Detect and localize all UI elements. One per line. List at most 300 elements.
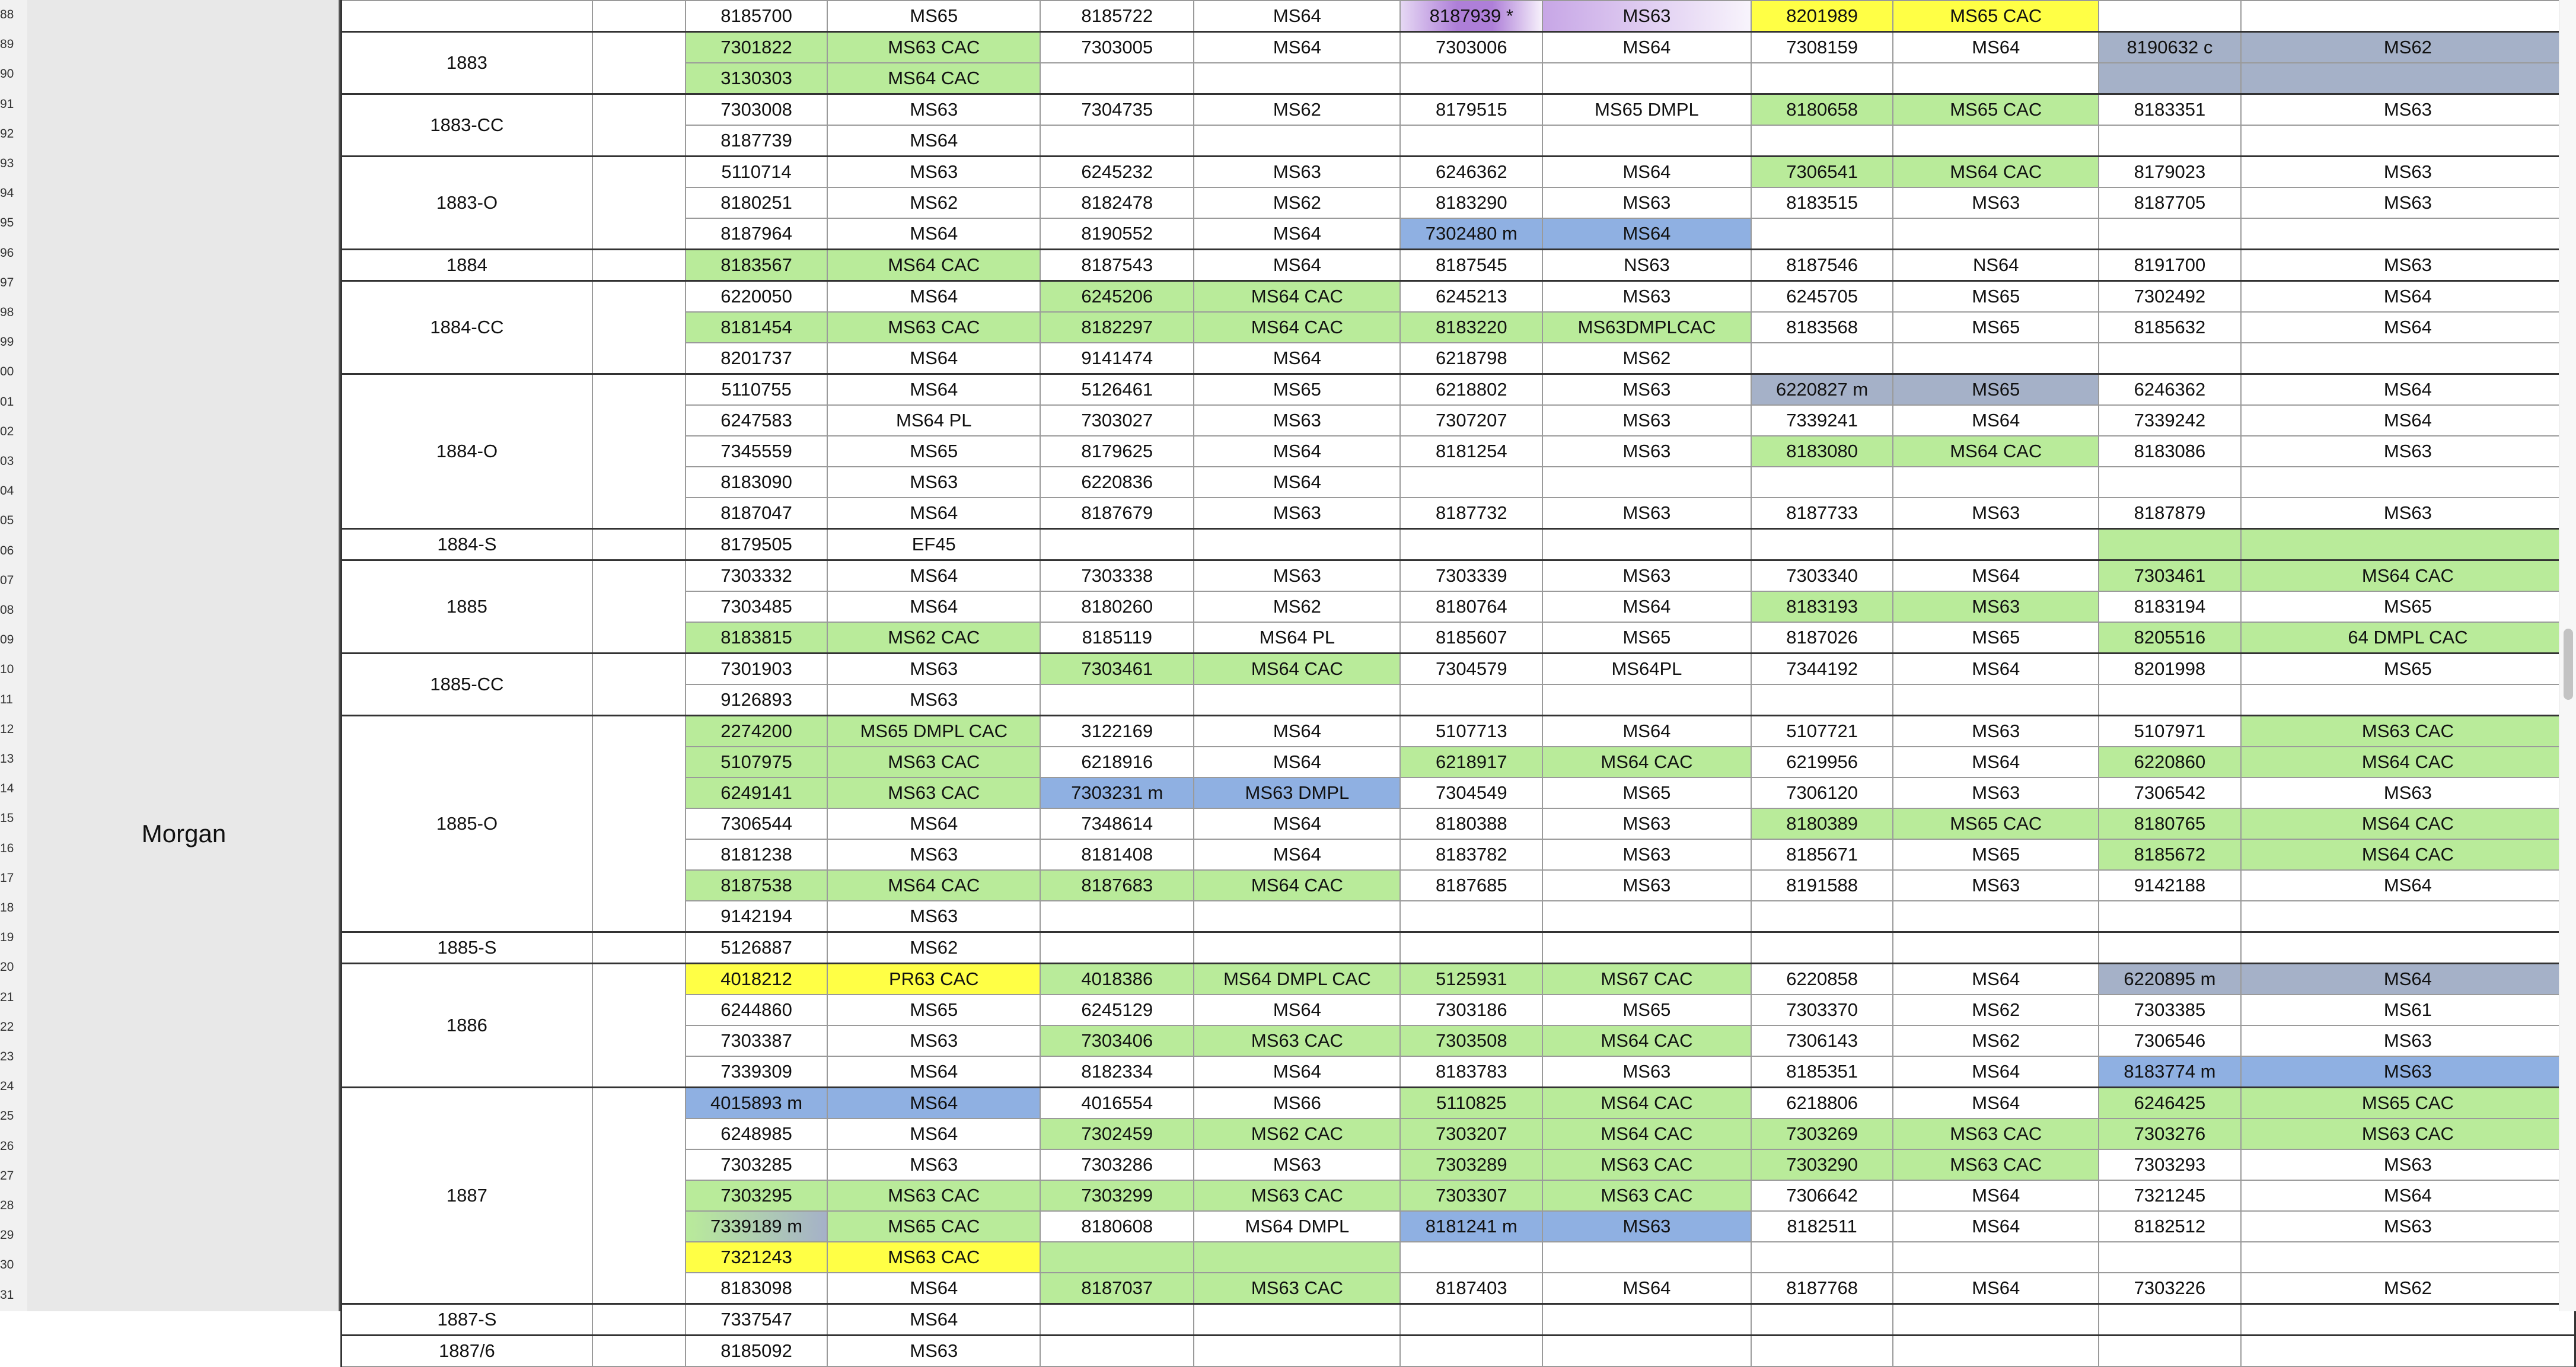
blank-cell[interactable] xyxy=(592,157,686,250)
grade-cell[interactable]: MS63 CAC xyxy=(1194,1025,1400,1056)
cert-number-cell[interactable]: 9142194 xyxy=(686,901,828,932)
grade-cell[interactable] xyxy=(1893,343,2099,374)
grade-cell[interactable]: MS64 xyxy=(1542,32,1751,63)
cert-number-cell[interactable]: 6218916 xyxy=(1040,747,1194,777)
grade-cell[interactable] xyxy=(2241,343,2575,374)
row-number[interactable]: 07 xyxy=(0,573,14,587)
grade-cell[interactable]: MS64 xyxy=(827,498,1040,529)
grade-cell[interactable]: MS64 xyxy=(827,1056,1040,1088)
grade-cell[interactable]: MS64 xyxy=(1194,1056,1400,1088)
blank-cell[interactable] xyxy=(592,32,686,94)
cert-number-cell[interactable]: 8187683 xyxy=(1040,870,1194,901)
cert-number-cell[interactable]: 8185671 xyxy=(1751,839,1893,870)
cert-number-cell[interactable]: 7303461 xyxy=(2099,560,2241,592)
grade-cell[interactable]: MS63 xyxy=(827,901,1040,932)
cert-number-cell[interactable] xyxy=(1040,901,1194,932)
cert-number-cell[interactable]: 6220836 xyxy=(1040,467,1194,498)
grade-cell[interactable]: MS65 CAC xyxy=(1893,94,2099,126)
cert-number-cell[interactable]: 6246362 xyxy=(2099,374,2241,406)
cert-number-cell[interactable]: 8191700 xyxy=(2099,250,2241,281)
grade-cell[interactable] xyxy=(1893,63,2099,94)
row-number[interactable]: 06 xyxy=(0,543,14,557)
grade-cell[interactable] xyxy=(1893,529,2099,560)
grade-cell[interactable]: EF45 xyxy=(827,529,1040,560)
grade-cell[interactable]: MS63 xyxy=(1194,560,1400,592)
cert-number-cell[interactable]: 5125931 xyxy=(1400,964,1542,995)
blank-cell[interactable] xyxy=(592,964,686,1088)
cert-number-cell[interactable]: 5126461 xyxy=(1040,374,1194,406)
grade-cell[interactable]: MS64 CAC xyxy=(2241,560,2575,592)
cert-number-cell[interactable] xyxy=(1400,1336,1542,1367)
grade-cell[interactable]: MS62 xyxy=(2241,32,2575,63)
cert-number-cell[interactable]: 6220860 xyxy=(2099,747,2241,777)
row-number[interactable]: 31 xyxy=(0,1288,14,1302)
grade-cell[interactable]: MS63 xyxy=(2241,1025,2575,1056)
grade-cell[interactable]: MS64 CAC xyxy=(2241,839,2575,870)
cert-number-cell[interactable]: 8187964 xyxy=(686,218,828,250)
cert-number-cell[interactable]: 7303226 xyxy=(2099,1273,2241,1304)
grade-cell[interactable] xyxy=(1542,467,1751,498)
grade-cell[interactable]: MS64 xyxy=(1194,32,1400,63)
cert-number-cell[interactable] xyxy=(1400,901,1542,932)
grade-cell[interactable] xyxy=(1893,1242,2099,1273)
cert-number-cell[interactable]: 2274200 xyxy=(686,716,828,747)
grade-cell[interactable]: MS62 CAC xyxy=(827,622,1040,654)
grade-cell[interactable]: MS65 DMPL CAC xyxy=(827,716,1040,747)
cert-number-cell[interactable]: 8185607 xyxy=(1400,622,1542,654)
blank-cell[interactable] xyxy=(592,1088,686,1304)
year-cell[interactable]: 1884-O xyxy=(342,374,592,529)
cert-number-cell[interactable]: 8181408 xyxy=(1040,839,1194,870)
row-number[interactable]: 89 xyxy=(0,37,14,52)
grade-cell[interactable]: 64 DMPL CAC xyxy=(2241,622,2575,654)
grade-cell[interactable]: MS64 CAC xyxy=(2241,808,2575,839)
grade-cell[interactable]: MS64 xyxy=(2241,870,2575,901)
cert-number-cell[interactable]: 7303338 xyxy=(1040,560,1194,592)
blank-cell[interactable] xyxy=(592,560,686,654)
row-number[interactable]: 02 xyxy=(0,424,14,438)
grade-cell[interactable]: MS64 PL xyxy=(827,405,1040,436)
row-number[interactable]: 24 xyxy=(0,1079,14,1094)
blank-cell[interactable] xyxy=(592,529,686,560)
cert-number-cell[interactable]: 7303387 xyxy=(686,1025,828,1056)
grade-cell[interactable]: MS62 xyxy=(1893,1025,2099,1056)
grade-cell[interactable] xyxy=(2241,901,2575,932)
row-number[interactable]: 97 xyxy=(0,275,14,289)
grade-cell[interactable]: MS64 xyxy=(1194,716,1400,747)
cert-number-cell[interactable]: 6220858 xyxy=(1751,964,1893,995)
cert-number-cell[interactable]: 8187047 xyxy=(686,498,828,529)
grade-cell[interactable] xyxy=(2241,63,2575,94)
year-cell[interactable]: 1884-CC xyxy=(342,281,592,374)
grade-cell[interactable]: MS63 xyxy=(1893,716,2099,747)
cert-number-cell[interactable]: 8183515 xyxy=(1751,187,1893,218)
cert-number-cell[interactable] xyxy=(1400,63,1542,94)
cert-number-cell[interactable] xyxy=(1400,1242,1542,1273)
cert-number-cell[interactable] xyxy=(1751,684,1893,716)
grade-cell[interactable]: MS63 xyxy=(1542,1211,1751,1242)
cert-number-cell[interactable]: 8187939 * xyxy=(1400,1,1542,32)
grade-cell[interactable]: MS65 xyxy=(1893,622,2099,654)
grade-cell[interactable]: MS65 xyxy=(1542,777,1751,808)
cert-number-cell[interactable]: 4018386 xyxy=(1040,964,1194,995)
row-number[interactable]: 90 xyxy=(0,67,14,81)
cert-number-cell[interactable]: 8183086 xyxy=(2099,436,2241,467)
grade-cell[interactable]: MS63 CAC xyxy=(1194,1180,1400,1211)
grade-cell[interactable] xyxy=(2241,1,2575,32)
cert-number-cell[interactable]: 3122169 xyxy=(1040,716,1194,747)
grade-cell[interactable] xyxy=(1542,684,1751,716)
cert-number-cell[interactable]: 7303207 xyxy=(1400,1119,1542,1149)
grade-cell[interactable]: MS64 xyxy=(1194,467,1400,498)
row-number[interactable]: 13 xyxy=(0,752,14,766)
grade-cell[interactable]: MS64 xyxy=(1893,1088,2099,1119)
cert-number-cell[interactable]: 6249141 xyxy=(686,777,828,808)
cert-number-cell[interactable]: 8183098 xyxy=(686,1273,828,1304)
cert-number-cell[interactable]: 8201737 xyxy=(686,343,828,374)
cert-number-cell[interactable]: 6245705 xyxy=(1751,281,1893,313)
cert-number-cell[interactable]: 7301822 xyxy=(686,32,828,63)
cert-number-cell[interactable]: 6218802 xyxy=(1400,374,1542,406)
grade-cell[interactable]: MS64 xyxy=(1893,964,2099,995)
grade-cell[interactable]: MS64 xyxy=(827,125,1040,157)
grade-cell[interactable]: MS63 xyxy=(1542,405,1751,436)
grade-cell[interactable]: MS62 CAC xyxy=(1194,1119,1400,1149)
grade-cell[interactable]: MS62 xyxy=(1542,343,1751,374)
cert-number-cell[interactable] xyxy=(1400,684,1542,716)
grade-cell[interactable]: MS67 CAC xyxy=(1542,964,1751,995)
cert-number-cell[interactable]: 8185351 xyxy=(1751,1056,1893,1088)
grade-cell[interactable] xyxy=(1893,467,2099,498)
grade-cell[interactable]: MS63 CAC xyxy=(1893,1149,2099,1180)
scrollbar-thumb[interactable] xyxy=(2564,629,2573,700)
grade-cell[interactable]: MS63 xyxy=(1542,436,1751,467)
cert-number-cell[interactable]: 8183782 xyxy=(1400,839,1542,870)
cert-number-cell[interactable] xyxy=(1040,63,1194,94)
grade-cell[interactable]: MS63 xyxy=(2241,777,2575,808)
row-number[interactable]: 99 xyxy=(0,335,14,349)
cert-number-cell[interactable]: 5107975 xyxy=(686,747,828,777)
grade-cell[interactable]: MS64 xyxy=(827,1119,1040,1149)
grade-cell[interactable] xyxy=(1194,932,1400,964)
cert-number-cell[interactable]: 4016554 xyxy=(1040,1088,1194,1119)
grade-cell[interactable] xyxy=(1893,1336,2099,1367)
cert-number-cell[interactable]: 7321245 xyxy=(2099,1180,2241,1211)
cert-number-cell[interactable]: 9141474 xyxy=(1040,343,1194,374)
cert-number-cell[interactable]: 8182512 xyxy=(2099,1211,2241,1242)
grade-cell[interactable]: MS65 xyxy=(1194,374,1400,406)
grade-cell[interactable]: MS65 xyxy=(827,995,1040,1025)
cert-number-cell[interactable]: 9142188 xyxy=(2099,870,2241,901)
cert-number-cell[interactable]: 8185700 xyxy=(686,1,828,32)
row-number[interactable]: 16 xyxy=(0,841,14,855)
year-cell[interactable]: 1885-S xyxy=(342,932,592,964)
grade-cell[interactable]: MS63 xyxy=(1893,498,2099,529)
grade-cell[interactable]: MS63 CAC xyxy=(827,1180,1040,1211)
grade-cell[interactable]: MS64 xyxy=(827,1304,1040,1336)
cert-number-cell[interactable]: 5107971 xyxy=(2099,716,2241,747)
cert-number-cell[interactable]: 8180251 xyxy=(686,187,828,218)
grade-cell[interactable]: MS64 DMPL xyxy=(1194,1211,1400,1242)
cert-number-cell[interactable]: 8183080 xyxy=(1751,436,1893,467)
cert-number-cell[interactable]: 6245129 xyxy=(1040,995,1194,1025)
grade-cell[interactable]: MS65 CAC xyxy=(1893,1,2099,32)
cert-number-cell[interactable]: 6245232 xyxy=(1040,157,1194,188)
row-number[interactable]: 27 xyxy=(0,1168,14,1183)
cert-number-cell[interactable] xyxy=(2099,218,2241,250)
grade-cell[interactable] xyxy=(1194,1304,1400,1336)
grade-cell[interactable]: MS63 xyxy=(1542,498,1751,529)
grade-cell[interactable] xyxy=(1542,1242,1751,1273)
cert-number-cell[interactable]: 8180658 xyxy=(1751,94,1893,126)
row-number[interactable]: 95 xyxy=(0,216,14,230)
row-number[interactable]: 17 xyxy=(0,871,14,885)
cert-number-cell[interactable]: 8190552 xyxy=(1040,218,1194,250)
cert-number-cell[interactable]: 7345559 xyxy=(686,436,828,467)
grade-cell[interactable]: MS63 DMPL xyxy=(1194,777,1400,808)
grade-cell[interactable]: MS66 xyxy=(1194,1088,1400,1119)
cert-number-cell[interactable]: 8187543 xyxy=(1040,250,1194,281)
cert-number-cell[interactable] xyxy=(1751,932,1893,964)
cert-number-cell[interactable]: 7306546 xyxy=(2099,1025,2241,1056)
cert-number-cell[interactable] xyxy=(2099,125,2241,157)
cert-number-cell[interactable]: 8181241 m xyxy=(1400,1211,1542,1242)
grade-cell[interactable] xyxy=(1194,125,1400,157)
year-cell[interactable]: 1883-CC xyxy=(342,94,592,157)
year-cell[interactable]: 1887-S xyxy=(342,1304,592,1336)
grade-cell[interactable]: MS62 xyxy=(1194,591,1400,622)
cert-number-cell[interactable] xyxy=(2099,343,2241,374)
grade-cell[interactable]: MS62 xyxy=(827,187,1040,218)
grade-cell[interactable]: MS64 CAC xyxy=(1194,312,1400,343)
blank-cell[interactable] xyxy=(592,94,686,157)
cert-number-cell[interactable]: 6218917 xyxy=(1400,747,1542,777)
blank-cell[interactable] xyxy=(592,1304,686,1336)
cert-number-cell[interactable]: 8183193 xyxy=(1751,591,1893,622)
grade-cell[interactable]: MS65 CAC xyxy=(827,1211,1040,1242)
row-number[interactable]: 22 xyxy=(0,1019,14,1034)
grade-cell[interactable]: NS64 xyxy=(1893,250,2099,281)
year-cell[interactable]: 1883-O xyxy=(342,157,592,250)
cert-number-cell[interactable]: 7303286 xyxy=(1040,1149,1194,1180)
cert-number-cell[interactable]: 7339189 m xyxy=(686,1211,828,1242)
cert-number-cell[interactable]: 8201998 xyxy=(2099,654,2241,685)
grade-cell[interactable] xyxy=(2241,125,2575,157)
cert-number-cell[interactable] xyxy=(2099,529,2241,560)
cert-number-cell[interactable]: 8183783 xyxy=(1400,1056,1542,1088)
grade-cell[interactable]: MS64 xyxy=(1893,560,2099,592)
column-a-merged-cell[interactable] xyxy=(27,0,340,1311)
cert-number-cell[interactable]: 8183567 xyxy=(686,250,828,281)
cert-number-cell[interactable]: 8183774 m xyxy=(2099,1056,2241,1088)
grade-cell[interactable]: NS63 xyxy=(1542,250,1751,281)
year-cell[interactable] xyxy=(342,1,592,32)
cert-number-cell[interactable]: 8187732 xyxy=(1400,498,1542,529)
cert-number-cell[interactable]: 5126887 xyxy=(686,932,828,964)
year-cell[interactable]: 1883 xyxy=(342,32,592,94)
cert-number-cell[interactable]: 8182297 xyxy=(1040,312,1194,343)
row-number[interactable]: 29 xyxy=(0,1228,14,1242)
row-number[interactable]: 18 xyxy=(0,901,14,914)
grade-cell[interactable]: MS65 CAC xyxy=(2241,1088,2575,1119)
grade-cell[interactable]: MS64 xyxy=(827,808,1040,839)
grade-cell[interactable]: MS63 xyxy=(1542,187,1751,218)
grade-cell[interactable] xyxy=(1194,529,1400,560)
cert-number-cell[interactable]: 8182478 xyxy=(1040,187,1194,218)
grade-cell[interactable]: MS64 CAC xyxy=(1194,870,1400,901)
cert-number-cell[interactable]: 8180764 xyxy=(1400,591,1542,622)
cert-number-cell[interactable]: 7308159 xyxy=(1751,32,1893,63)
cert-number-cell[interactable]: 7303231 m xyxy=(1040,777,1194,808)
cert-number-cell[interactable]: 7303276 xyxy=(2099,1119,2241,1149)
grade-cell[interactable]: MS64 CAC xyxy=(1893,157,2099,188)
cert-number-cell[interactable]: 7339241 xyxy=(1751,405,1893,436)
grade-cell[interactable]: MS63 xyxy=(2241,1056,2575,1088)
grade-cell[interactable]: MS64 xyxy=(2241,312,2575,343)
grade-cell[interactable]: MS65 xyxy=(2241,591,2575,622)
cert-number-cell[interactable]: 8179505 xyxy=(686,529,828,560)
cert-number-cell[interactable]: 7306542 xyxy=(2099,777,2241,808)
grade-cell[interactable]: MS63 xyxy=(1194,498,1400,529)
cert-number-cell[interactable]: 6219956 xyxy=(1751,747,1893,777)
grade-cell[interactable]: MS65 xyxy=(827,436,1040,467)
cert-number-cell[interactable] xyxy=(1751,901,1893,932)
cert-number-cell[interactable]: 8185722 xyxy=(1040,1,1194,32)
blank-cell[interactable] xyxy=(592,932,686,964)
cert-number-cell[interactable]: 8187733 xyxy=(1751,498,1893,529)
grade-cell[interactable] xyxy=(1893,1304,2099,1336)
cert-number-cell[interactable]: 7303186 xyxy=(1400,995,1542,1025)
cert-number-cell[interactable] xyxy=(1751,218,1893,250)
cert-number-cell[interactable]: 8187879 xyxy=(2099,498,2241,529)
cert-number-cell[interactable]: 7303005 xyxy=(1040,32,1194,63)
cert-number-cell[interactable] xyxy=(1400,1304,1542,1336)
row-number[interactable]: 25 xyxy=(0,1109,14,1123)
cert-number-cell[interactable]: 7321243 xyxy=(686,1242,828,1273)
grade-cell[interactable] xyxy=(1194,1336,1400,1367)
cert-number-cell[interactable]: 8187026 xyxy=(1751,622,1893,654)
grade-cell[interactable]: MS63 xyxy=(2241,157,2575,188)
cert-number-cell[interactable]: 6220050 xyxy=(686,281,828,313)
grade-cell[interactable]: MS64 xyxy=(1893,1180,2099,1211)
cert-number-cell[interactable] xyxy=(2099,1,2241,32)
cert-number-cell[interactable]: 7306143 xyxy=(1751,1025,1893,1056)
grade-cell[interactable] xyxy=(1542,125,1751,157)
grade-cell[interactable] xyxy=(1542,1304,1751,1336)
grade-cell[interactable] xyxy=(1542,932,1751,964)
grade-cell[interactable]: MS64 xyxy=(1194,808,1400,839)
grade-cell[interactable] xyxy=(1542,901,1751,932)
row-number[interactable]: 23 xyxy=(0,1050,14,1063)
cert-number-cell[interactable]: 8191588 xyxy=(1751,870,1893,901)
grade-cell[interactable] xyxy=(1893,901,2099,932)
grade-cell[interactable]: MS64 xyxy=(827,1088,1040,1119)
grade-cell[interactable] xyxy=(1542,529,1751,560)
grade-cell[interactable]: MS63DMPLCAC xyxy=(1542,312,1751,343)
year-cell[interactable]: 1887 xyxy=(342,1088,592,1304)
grade-cell[interactable]: MS62 xyxy=(1194,94,1400,126)
cert-number-cell[interactable]: 7303027 xyxy=(1040,405,1194,436)
cert-number-cell[interactable]: 8181254 xyxy=(1400,436,1542,467)
cert-number-cell[interactable]: 8183194 xyxy=(2099,591,2241,622)
row-number[interactable]: 05 xyxy=(0,514,14,528)
year-cell[interactable]: 1887/6 xyxy=(342,1336,592,1367)
grade-cell[interactable]: MS64 xyxy=(827,591,1040,622)
blank-cell[interactable] xyxy=(592,1336,686,1367)
cert-number-cell[interactable]: 7339242 xyxy=(2099,405,2241,436)
grade-cell[interactable]: MS63 xyxy=(1542,1,1751,32)
grade-cell[interactable] xyxy=(1893,125,2099,157)
grade-cell[interactable]: MS65 CAC xyxy=(1893,808,2099,839)
grade-cell[interactable]: MS64 xyxy=(2241,374,2575,406)
grade-cell[interactable] xyxy=(2241,1242,2575,1273)
grade-cell[interactable]: MS63 xyxy=(2241,1149,2575,1180)
cert-number-cell[interactable]: 6218806 xyxy=(1751,1088,1893,1119)
cert-number-cell[interactable]: 8183290 xyxy=(1400,187,1542,218)
cert-number-cell[interactable] xyxy=(2099,467,2241,498)
cert-number-cell[interactable]: 7307207 xyxy=(1400,405,1542,436)
cert-number-cell[interactable]: 7303008 xyxy=(686,94,828,126)
cert-number-cell[interactable]: 8179023 xyxy=(2099,157,2241,188)
grade-cell[interactable] xyxy=(2241,218,2575,250)
blank-cell[interactable] xyxy=(592,716,686,932)
grade-cell[interactable]: MS63 CAC xyxy=(827,777,1040,808)
cert-number-cell[interactable]: 7303290 xyxy=(1751,1149,1893,1180)
cert-number-cell[interactable]: 8187538 xyxy=(686,870,828,901)
cert-number-cell[interactable] xyxy=(1751,63,1893,94)
cert-number-cell[interactable]: 8183568 xyxy=(1751,312,1893,343)
row-number[interactable]: 93 xyxy=(0,157,14,170)
spreadsheet-grid[interactable] xyxy=(340,0,2576,1367)
row-number[interactable]: 88 xyxy=(0,8,14,21)
cert-number-cell[interactable]: 7344192 xyxy=(1751,654,1893,685)
cert-number-cell[interactable]: 7339309 xyxy=(686,1056,828,1088)
cert-number-cell[interactable] xyxy=(1400,467,1542,498)
cert-number-cell[interactable]: 7303299 xyxy=(1040,1180,1194,1211)
grade-cell[interactable]: MS64 CAC xyxy=(1542,1119,1751,1149)
cert-number-cell[interactable]: 6245206 xyxy=(1040,281,1194,313)
blank-cell[interactable] xyxy=(592,374,686,529)
grade-cell[interactable]: MS64 xyxy=(827,343,1040,374)
grade-cell[interactable]: MS64 CAC xyxy=(827,870,1040,901)
cert-number-cell[interactable]: 8187705 xyxy=(2099,187,2241,218)
cert-number-cell[interactable] xyxy=(1751,125,1893,157)
grade-cell[interactable]: MS63 xyxy=(1194,405,1400,436)
cert-number-cell[interactable]: 8183815 xyxy=(686,622,828,654)
year-cell[interactable]: 1885-CC xyxy=(342,654,592,716)
year-cell[interactable]: 1885 xyxy=(342,560,592,654)
cert-number-cell[interactable]: 8182511 xyxy=(1751,1211,1893,1242)
cert-number-cell[interactable]: 8185119 xyxy=(1040,622,1194,654)
grade-cell[interactable]: MS63 CAC xyxy=(2241,716,2575,747)
grade-cell[interactable]: MS63 xyxy=(827,1336,1040,1367)
row-number[interactable]: 14 xyxy=(0,782,14,796)
cert-number-cell[interactable]: 8185632 xyxy=(2099,312,2241,343)
grade-cell[interactable]: MS64 CAC xyxy=(827,63,1040,94)
grade-cell[interactable]: MS62 xyxy=(1194,187,1400,218)
grade-cell[interactable]: MS64 xyxy=(1194,250,1400,281)
cert-number-cell[interactable]: 8180765 xyxy=(2099,808,2241,839)
cert-number-cell[interactable]: 6247583 xyxy=(686,405,828,436)
blank-cell[interactable] xyxy=(592,654,686,716)
cert-number-cell[interactable]: 7304579 xyxy=(1400,654,1542,685)
grade-cell[interactable]: MS63 CAC xyxy=(827,32,1040,63)
cert-number-cell[interactable]: 7306544 xyxy=(686,808,828,839)
grade-cell[interactable]: MS63 xyxy=(2241,250,2575,281)
cert-number-cell[interactable]: 7303406 xyxy=(1040,1025,1194,1056)
row-number[interactable]: 96 xyxy=(0,246,14,260)
grade-cell[interactable]: MS63 xyxy=(1542,374,1751,406)
